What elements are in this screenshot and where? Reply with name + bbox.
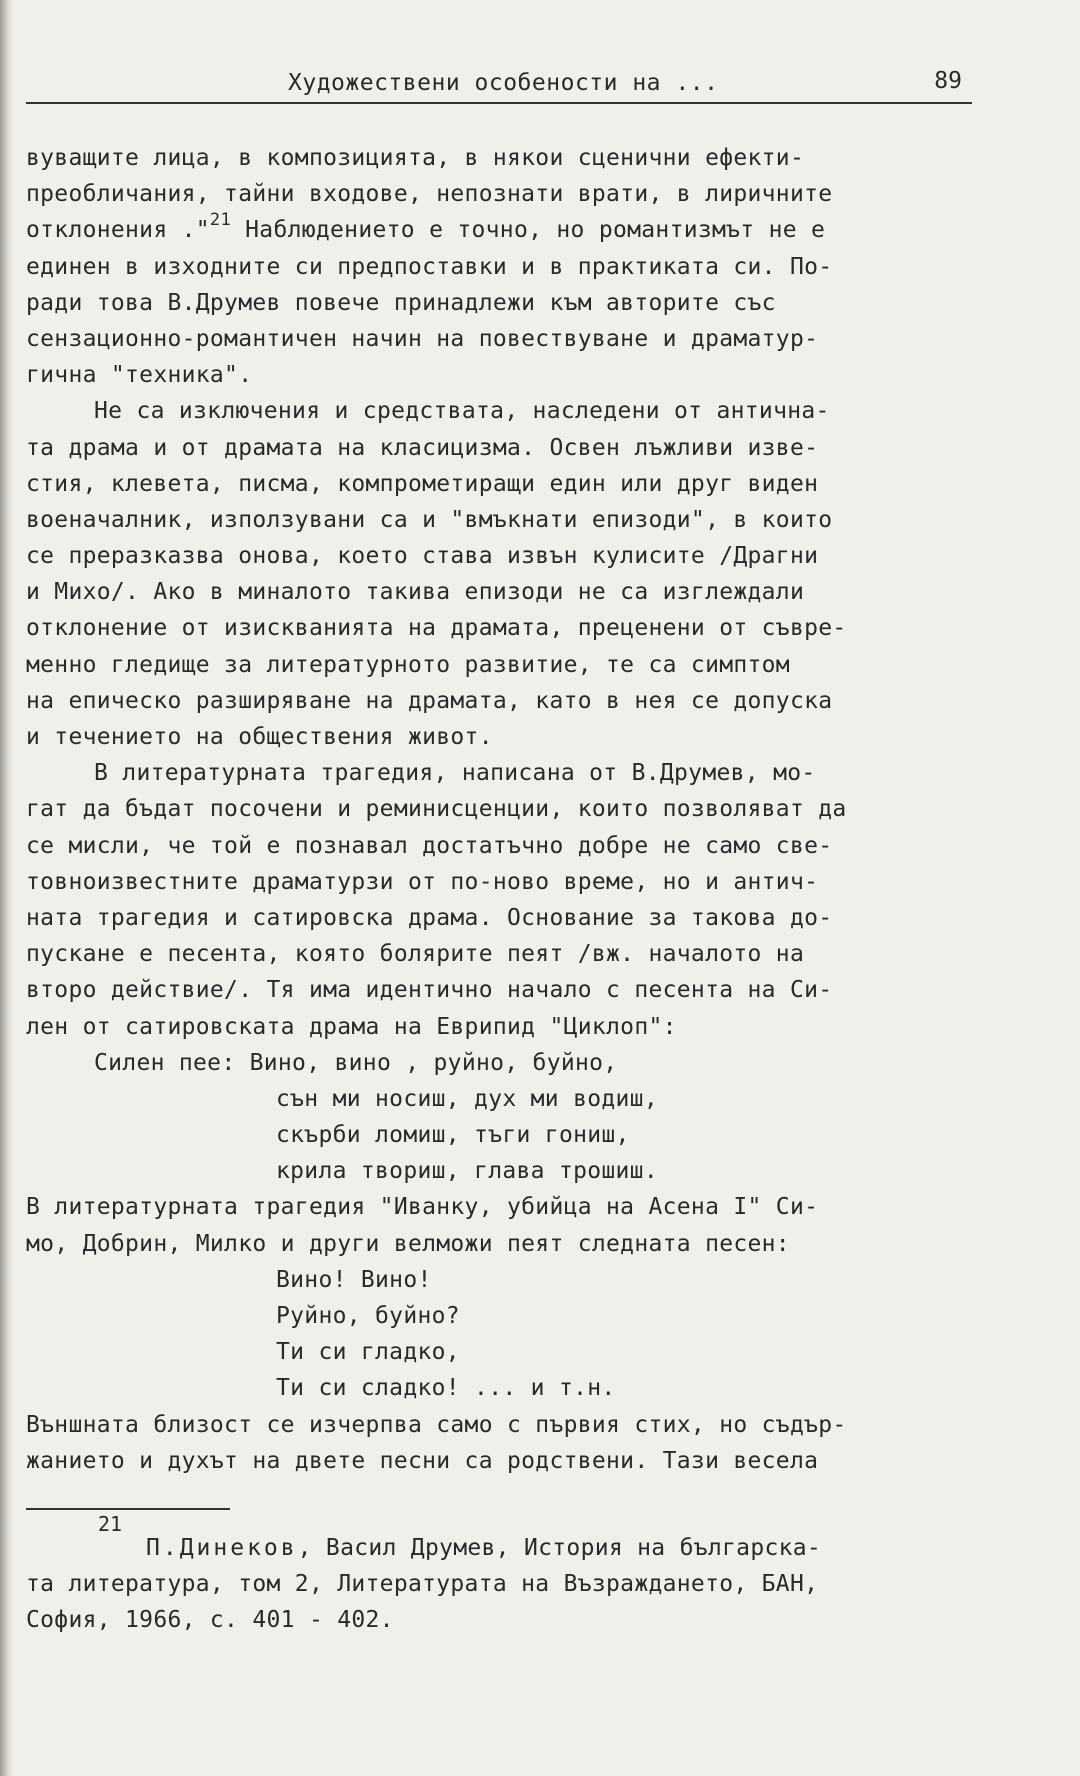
footnote-line: София, 1966, с. 401 - 402. bbox=[26, 1607, 394, 1633]
footnote-marker: 21 bbox=[98, 1512, 123, 1536]
text-line: Външната близост се изчерпва само с първия стих, но съдър- bbox=[26, 1411, 847, 1438]
verse-line: Руйно, буйно? bbox=[276, 1303, 460, 1329]
text-line: ради това В.Друмев повече принадлежи към авторите със bbox=[26, 289, 776, 316]
verse-line: Силен пее: Вино, вино , руйно, буйно, bbox=[94, 1049, 618, 1076]
body-text bbox=[26, 140, 976, 1479]
text-line: на епическо разширяване на драмата, като в нея се допуска bbox=[26, 687, 833, 714]
book-page bbox=[26, 0, 976, 1776]
text-line: второ действие/. Тя има идентично начало с песента на Си- bbox=[26, 977, 833, 1004]
verse-line: скърби ломиш, тъги гониш, bbox=[276, 1122, 630, 1149]
footnote-line bbox=[26, 1530, 976, 1566]
text-line: гат да бъдат посочени и реминисценции, които позволяват да bbox=[26, 796, 847, 823]
text-line: В литературната трагедия "Иванку, убийца на Асена I" Си- bbox=[26, 1194, 819, 1221]
footnote-line: та литература, том 2, Литературата на Възраждането, БАН, bbox=[26, 1571, 819, 1597]
verse-line: Ти си гладко, bbox=[276, 1339, 460, 1366]
text-line: гична "техника". bbox=[26, 362, 253, 389]
text-line: военачалник, използувани са и "вмъкнати епизоди", в които bbox=[26, 506, 833, 533]
running-header bbox=[26, 66, 972, 104]
text-line: стия, клевета, писма, компрометиращи един или друг виден bbox=[26, 470, 819, 497]
text-line: товноизвестните драматурзи от по-ново време, но и антич- bbox=[26, 868, 819, 895]
verse-line: Ти си сладко! ... и т.н. bbox=[276, 1375, 616, 1402]
text-fragment: Наблюдението е точно, но романтизмът не е bbox=[245, 217, 826, 244]
text-line: сензационно-романтичен начин на повествуване и драматур- bbox=[26, 325, 819, 352]
verse-line: сън ми носиш, дух ми водиш, bbox=[276, 1085, 658, 1112]
text-line: се преразказва онова, което става извън кулисите /Драгни bbox=[26, 543, 819, 570]
text-line: ната трагедия и сатировска драма. Основание за такова до- bbox=[26, 904, 833, 931]
text-fragment: , Васил Друмев, История на българска- bbox=[297, 1535, 822, 1561]
footnote-divider bbox=[26, 1508, 230, 1510]
text-fragment: отклонения ." bbox=[26, 217, 210, 244]
footnote bbox=[26, 1512, 976, 1638]
verse-line: Вино! Вино! bbox=[276, 1266, 432, 1293]
page-edge-shadow bbox=[0, 0, 14, 1776]
text-line: и течението на обществения живот. bbox=[26, 724, 493, 750]
text-line bbox=[26, 209, 976, 248]
text-line: единен в изходните си предпоставки и в практиката си. По- bbox=[26, 253, 833, 280]
text-line: се мисли, че той е познавал достатъчно добре не само све- bbox=[26, 832, 833, 859]
text-line: лен от сатировската драма на Еврипид "Циклоп": bbox=[26, 1013, 677, 1040]
text-line: жанието и духът на двете песни са родствени. Тази весела bbox=[26, 1447, 819, 1474]
footnote-author: П.Динеков bbox=[146, 1535, 298, 1561]
text-line: пускане е песента, която болярите пеят /вж. началото на bbox=[26, 941, 805, 968]
text-line: менно гледище за литературното развитие, те са симптом bbox=[26, 651, 790, 678]
text-line: вуващите лица, в композицията, в някои сценични ефекти- bbox=[26, 145, 805, 171]
text-line: отклонение от изискванията на драмата, преценени от съвре- bbox=[26, 615, 847, 642]
text-line: преобличания, тайни входове, непознати врати, в лиричните bbox=[26, 181, 833, 208]
text-line: Не са изключения и средствата, наследени от антична- bbox=[94, 398, 830, 425]
text-line: мо, Добрин, Милко и други велможи пеят следната песен: bbox=[26, 1230, 790, 1257]
running-header-title: Художествени особености на ... bbox=[288, 70, 719, 96]
text-line: и Михо/. Ако в миналото такива епизоди не са изглеждали bbox=[26, 579, 805, 606]
text-line: В литературната трагедия, написана от В.Друмев, мо- bbox=[94, 760, 816, 787]
footnote-reference: 21 bbox=[209, 209, 231, 230]
page-number: 89 bbox=[934, 68, 962, 94]
text-line: та драма и от драмата на класицизма. Освен лъжливи изве- bbox=[26, 434, 819, 461]
verse-line: крила твориш, глава трошиш. bbox=[276, 1158, 658, 1185]
